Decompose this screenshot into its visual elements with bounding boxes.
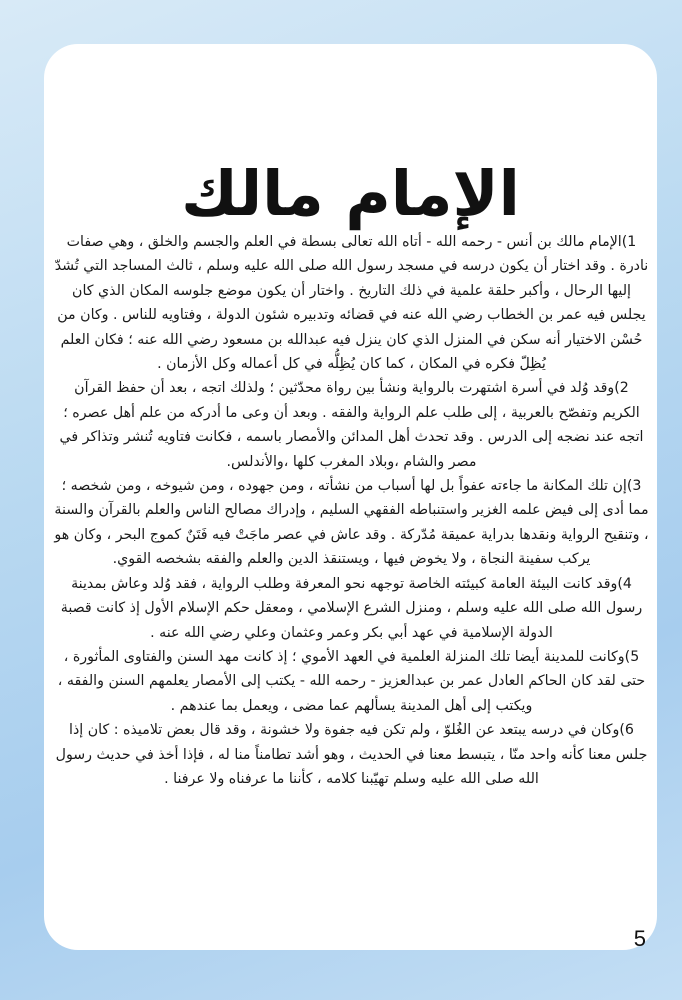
page-number: 5 bbox=[633, 926, 646, 951]
paragraph-4: 4)وقد كانت البيئة العامة كبيئته الخاصة توجهه نحو المعرفة وطلب الرواية ، فقد وُلد وعاش بمدينة رسول الله صلى الله عليه وسلم ، ومنزل الشرع الإسلامي ، ومعقل حكم الإسلام الأول إذ كانت قصبة الدولة الإسلامية في عهد أبي بكر وعمر وعثمان وعلي رضي الله عنه . bbox=[60, 575, 643, 641]
paragraph-6: 6)وكان في درسه يبتعد عن الغُلوّ ، ولم تكن فيه جفوة ولا خشونة ، وقد قال بعض تلاميذه : كان إذا جلس معنا كأنه واحد منّا ، يتبسط معنا في الحديث ، وهو أشد تطامناً منا له ، فإذا أخذ في حديث رسول الله صلى الله عليه وسلم تهيّبنا كلامه ، كأننا ما عرفناه ولا عرفنا . bbox=[55, 722, 648, 787]
page-title: الإمام مالك bbox=[181, 157, 520, 230]
paragraph-1: 1)الإمام مالك بن أنس - رحمه الله - أتاه الله تعالى بسطة في العلم والجسم والخلق ، وهي صفات نادرة . وقد اختار أن يكون درسه في مسجد رسول الله صلى الله عليه وسلم ، ثالث المساجد التي تُشدّ إليها الرحال ، وأكبر حلقة علمية في ذلك التاريخ . واختار أن يكون موضع جلوسه المكان الذي كان يجلس فيه عمر بن الخطاب رضي الله عنه في قضائه وتدبيره شئون الدولة ، وفتاويه للناس . وكان من حُسْن الاختيار أنه سكن في المنزل الذي كان ينزل فيه عبدالله بن مسعود رضي الله عنه ؛ فكان العلم يُظِلّ فكره في المكان ، كما كان يُظِلُّه في كل أعماله وكل الأزمان . bbox=[54, 234, 649, 373]
article-body bbox=[54, 230, 649, 791]
page-card bbox=[44, 44, 657, 950]
paragraph-2: 2)وقد وُلد في أسرة اشتهرت بالرواية ونشأ بين رواة محدّثين ؛ ولذلك اتجه ، بعد أن حفظ القرآن الكريم وتفصّح بالعربية ، إلى طلب علم الرواية والفقه . وبعد أن وعى ما أدركه من علم أهل عصره ؛ اتجه عند نضجه إلى الدرس . وقد تحدث أهل المدائن والأمصار باسمه ، فكانت فتاويه تُنشر وتذاكر في مصر والشام ،وبلاد المغرب كلها ،والأندلس. bbox=[59, 380, 644, 470]
paragraph-5: 5)وكانت للمدينة أيضا تلك المنزلة العلمية في العهد الأموي ؛ إذ كانت مهد السنن والفتاوى المأثورة ، حتى لقد كان الحاكم العادل عمر بن عبدالعزيز - رحمه الله - يكتب إلى الأمصار يعلمهم السنن والفقه ، ويكتب إلى أهل المدينة يسألهم عما مضى ، ويعمل بما عندهم . bbox=[57, 648, 646, 714]
paragraph-3: 3)إن تلك المكانة ما جاءته عفواً بل لها أسباب من نشأته ، ومن جهوده ، ومن شيوخه ، ومن شخصه ؛ مما أدى إلى فيض علمه الغزير واستنباطه الفقهي السليم ، وإدراك مصالح الناس والعلم بالقرآن والسنة ، وتنقيح الرواية ونقدها بدراية عميقة مُدّركة . وقد عاش في عصر ماجَتْ فيه فَتَنٌ كموج البحر ، وكان هو يركب سفينة النجاة ، ولا يخوض فيها ، ويستنقذ الدين والعلم والفقه بشخصه القوي. bbox=[54, 478, 649, 568]
